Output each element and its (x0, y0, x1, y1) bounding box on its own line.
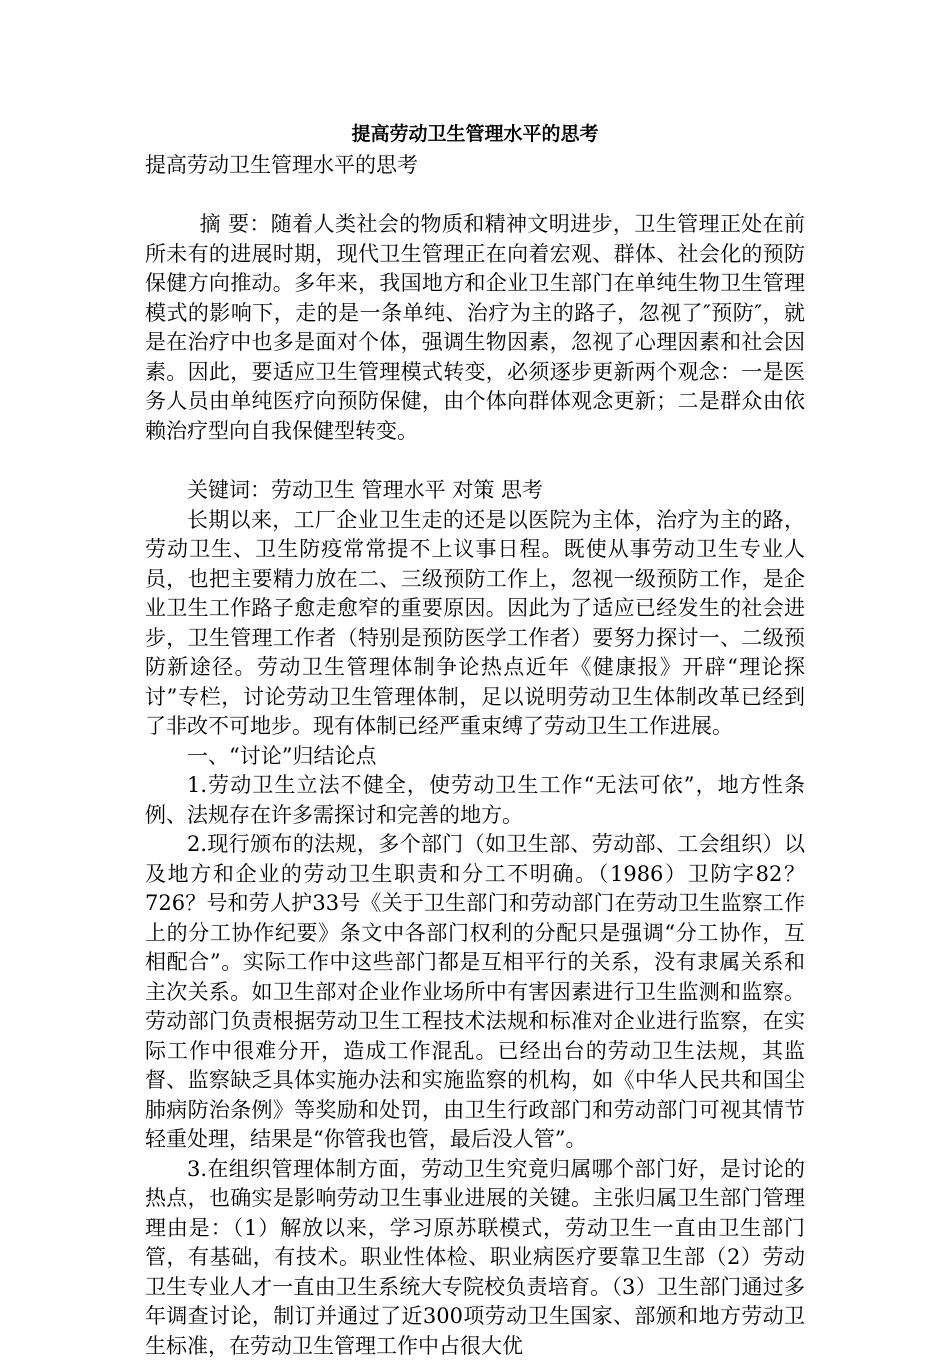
blank-line (145, 446, 805, 476)
abstract-paragraph: 摘 要：随着人类社会的物质和精神文明进步，卫生管理正处在前所未有的进展时期，现代卫生管理正在向着宏观、群体、社会化的预防保健方向推动。多年来，我国地方和企业卫生部门在单纯生物卫生管理模式的影响下，走的是一条单纯、治疗为主的路子，忽视了″预防″，就是在治疗中也多是面对个体，强调生物因素，忽视了心理因素和社会因素。因此，要适应卫生管理模式转变，必须逐步更新两个观念：一是医务人员由单纯医疗向预防保健，由个体向群体观念更新；二是群众由依赖治疗型向自我保健型转变。 (145, 210, 805, 446)
document-subtitle: 提高劳动卫生管理水平的思考 (145, 150, 805, 180)
document-title: 提高劳动卫生管理水平的思考 (145, 120, 805, 150)
keywords-line: 关键词：劳动卫生 管理水平 对策 思考 (145, 476, 805, 506)
point-1-paragraph: 1.劳动卫生立法不健全，使劳动卫生工作“无法可依”，地方性条例、法规存在许多需探讨和完善的地方。 (145, 771, 805, 830)
section-heading: 一、“讨论”归结论点 (145, 742, 805, 772)
intro-paragraph: 长期以来，工厂企业卫生走的还是以医院为主体，治疗为主的路，劳动卫生、卫生防疫常常提不上议事日程。既使从事劳动卫生专业人员，也把主要精力放在二、三级预防工作上，忽视一级预防工作，是企业卫生工作路子愈走愈窄的重要原因。因此为了适应已经发生的社会进步，卫生管理工作者（特别是预防医学工作者）要努力探讨一、二级预防新途径。劳动卫生管理体制争论热点近年《健康报》开辟“理论探讨”专栏，讨论劳动卫生管理体制，足以说明劳动卫生体制改革已经到了非改不可地步。现有体制已经严重束缚了劳动卫生工作进展。 (145, 506, 805, 742)
point-3-paragraph: 3.在组织管理体制方面，劳动卫生究竟归属哪个部门好，是讨论的热点，也确实是影响劳动卫生事业进展的关键。主张归属卫生部门管理理由是：（1）解放以来，学习原苏联模式，劳动卫生一直由卫生部门管，有基础，有技术。职业性体检、职业病医疗要靠卫生部（2）劳动卫生专业人才一直由卫生系统大专院校负责培育。（3）卫生部门通过多年调查讨论，制订并通过了近300项劳动卫生国家、部颁和地方劳动卫生标准，在劳动卫生管理工作中占很大优 (145, 1155, 805, 1361)
point-2-paragraph: 2.现行颁布的法规，多个部门（如卫生部、劳动部、工会组织）以及地方和企业的劳动卫生职责和分工不明确。（1986）卫防字82？726？号和劳人护33号《关于卫生部门和劳动部门在劳动卫生监察工作上的分工协作纪要》条文中各部门权利的分配只是强调“分工协作，互相配合”。实际工作中这些部门都是互相平行的关系，没有隶属关系和主次关系。如卫生部对企业作业场所中有害因素进行卫生监测和监察。劳动部门负责根据劳动卫生工程技术法规和标准对企业进行监察，在实际工作中很难分开，造成工作混乱。已经出台的劳动卫生法规，其监督、监察缺乏具体实施办法和实施监察的机构，如《中华人民共和国尘肺病防治条例》等奖励和处罚，由卫生行政部门和劳动部门可视其情节轻重处理，结果是“你管我也管，最后没人管”。 (145, 830, 805, 1155)
document-page (145, 120, 805, 1361)
